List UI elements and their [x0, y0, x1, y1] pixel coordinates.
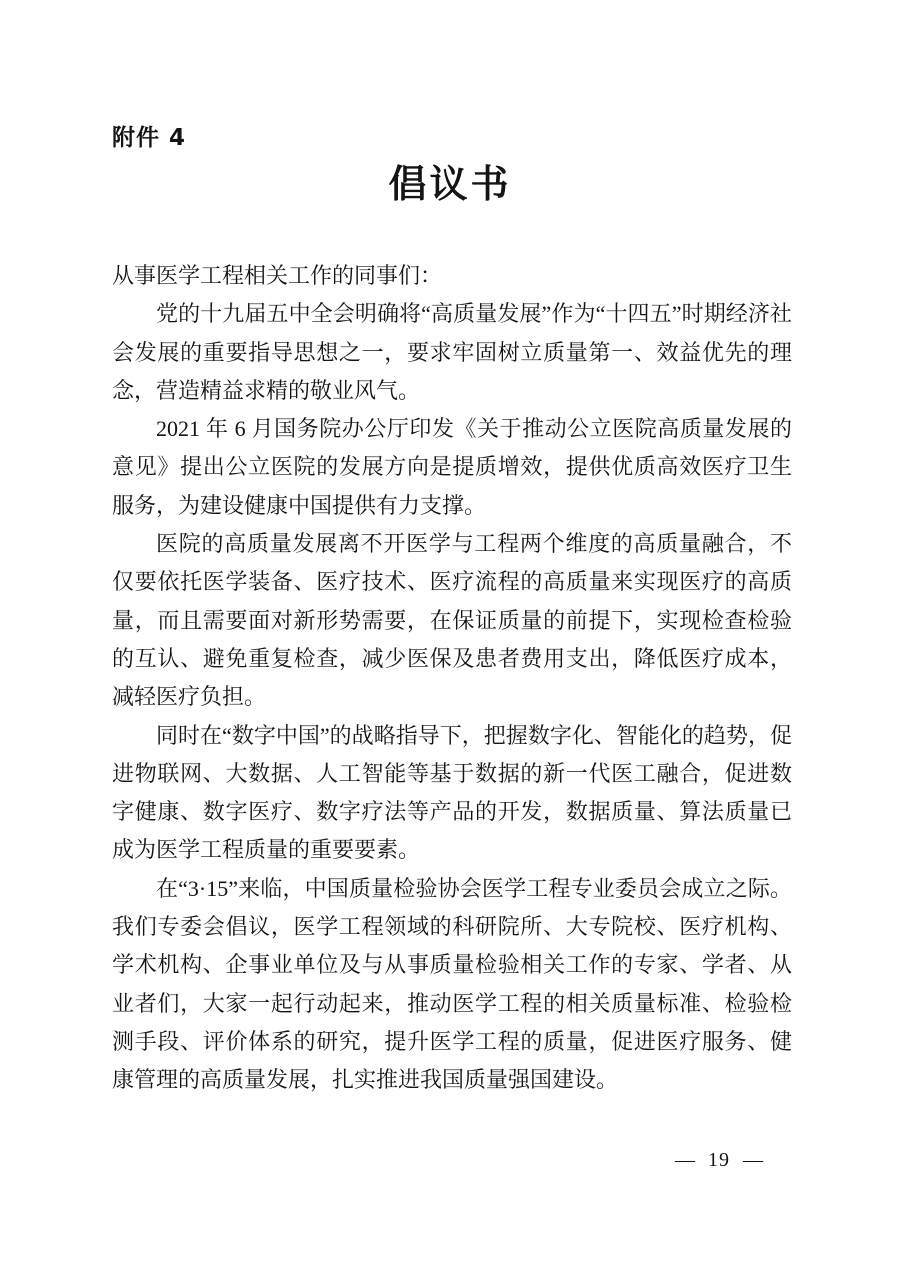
body-paragraph: 2021 年 6 月国务院办公厅印发《关于推动公立医院高质量发展的意见》提出公立医院的发展方向是提质增效，提供优质高效医疗卫生服务，为建设健康中国提供有力支撑。 [112, 416, 792, 518]
document-body [112, 257, 792, 1100]
page-footer [675, 1146, 763, 1174]
document-title: 倡议书 [388, 161, 512, 206]
page-number: 19 [708, 1149, 730, 1171]
body-paragraph: 医院的高质量发展离不开医学与工程两个维度的高质量融合，不仅要依托医学装备、医疗技术、医疗流程的高质量来实现医疗的高质量，而且需要面对新形势需要，在保证质量的前提下，实现检查检验的互认、避免重复检查，减少医保及患者费用支出，降低医疗成本，减轻医疗负担。 [112, 531, 792, 710]
page-number-dash-left: — [675, 1149, 695, 1171]
body-paragraph: 同时在“数字中国”的战略指导下，把握数字化、智能化的趋势，促进物联网、大数据、人工智能等基于数据的新一代医工融合，促进数字健康、数字医疗、数字疗法等产品的开发，数据质量、算法质量已成为医学工程质量的重要要素。 [112, 722, 792, 863]
body-paragraph: 党的十九届五中全会明确将“高质量发展”作为“十四五”时期经济社会发展的重要指导思想之一，要求牢固树立质量第一、效益优先的理念，营造精益求精的敬业风气。 [112, 301, 792, 403]
salutation-line: 从事医学工程相关工作的同事们： [112, 263, 443, 288]
body-paragraph: 在“3·15”来临，中国质量检验协会医学工程专业委员会成立之际。我们专委会倡议，医学工程领域的科研院所、大专院校、医疗机构、学术机构、企事业单位及与从事质量检验相关工作的专家、学者、从业者们，大家一起行动起来，推动医学工程的相关质量标准、检验检测手段、评价体系的研究，提升医学工程的质量，促进医疗服务、健康管理的高质量发展，扎实推进我国质量强国建设。 [112, 875, 792, 1093]
attachment-label: 附件 4 [112, 125, 187, 151]
page-number-dash-right: — [743, 1149, 763, 1171]
